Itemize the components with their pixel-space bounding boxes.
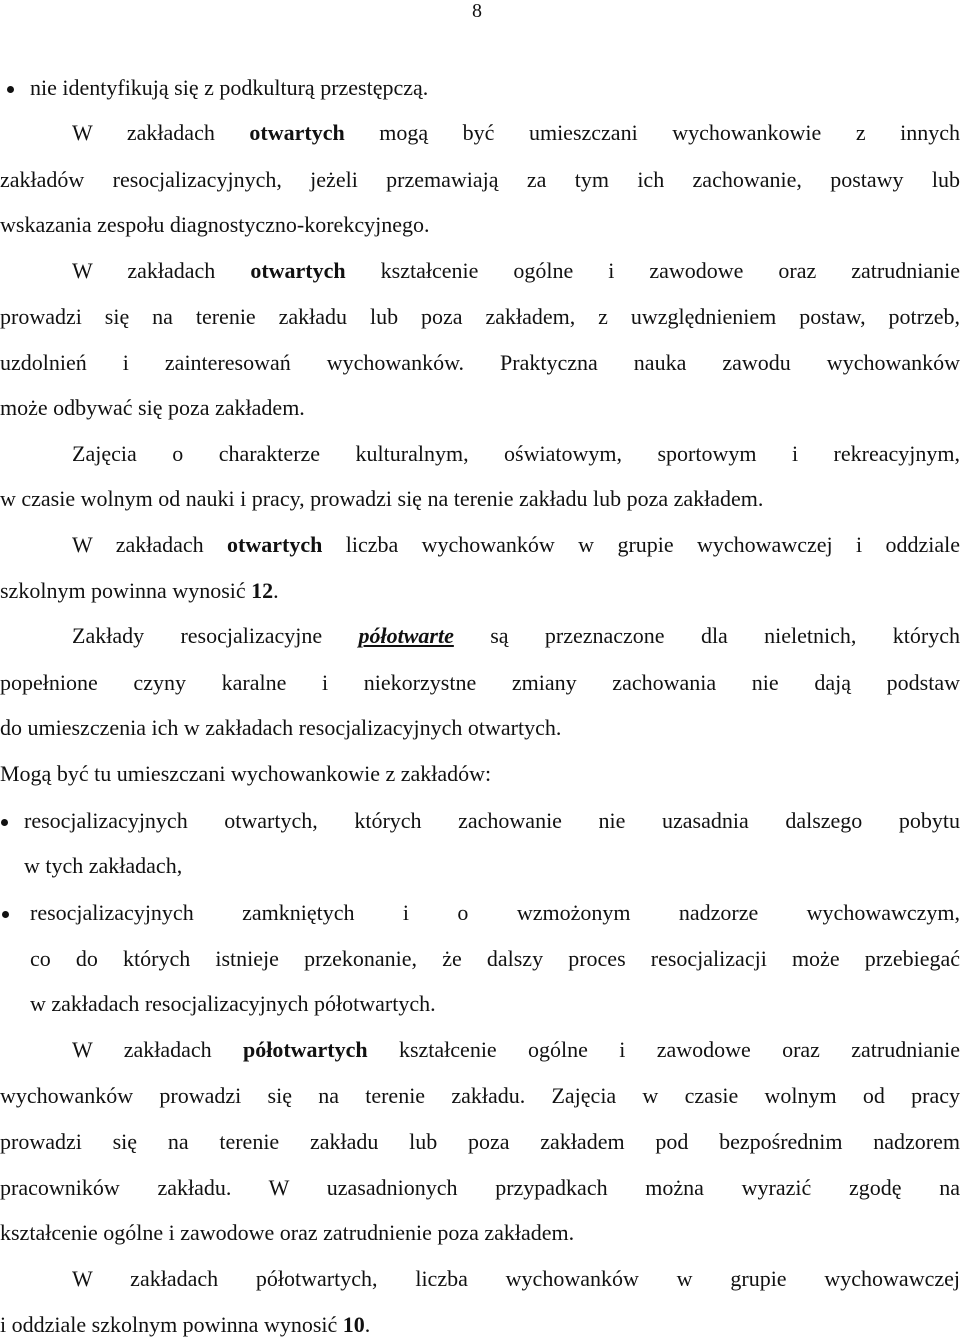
emphasis-text: otwartych: [249, 120, 345, 145]
bullet-line: [0, 898, 960, 928]
text-line: wskazania zespołu diagnostyczno-korekcyjnego.: [0, 212, 430, 237]
text-line: kształcenie ogólne i zawodowe oraz zatrudnienie poza zakładem.: [0, 1220, 575, 1245]
text-line: co do których istnieje przekonanie, że dalszy proces resocjalizacji może przebiegać: [30, 946, 960, 971]
text-span: W zakładach: [72, 532, 228, 557]
text-line: uzdolnień i zainteresowań wychowanków. Praktyczna nauka zawodu wychowanków: [0, 350, 960, 375]
text-span: W zakładach: [72, 258, 251, 283]
text-span: są przeznaczone dla nieletnich, których: [453, 623, 960, 648]
text-span: W zakładach: [72, 120, 250, 145]
text-line: [0, 621, 960, 651]
text-line: w tych zakładach,: [24, 853, 183, 878]
text-line: prowadzi się na terenie zakładu lub poza zakładem pod bezpośrednim nadzorem: [0, 1129, 960, 1154]
text-line: [0, 530, 960, 560]
text-line: wychowanków prowadzi się na terenie zakładu. Zajęcia w czasie wolnym od pracy: [0, 1083, 960, 1108]
text-span: .: [364, 1312, 371, 1337]
text-span: mogą być umieszczani wychowankowie z innych: [344, 120, 960, 145]
text-line: zakładów resocjalizacyjnych, jeżeli przemawiają za tym ich zachowanie, postawy lub: [0, 167, 960, 192]
page-number: 8: [472, 0, 482, 22]
text-span: szkolnym powinna wynosić: [0, 578, 252, 603]
bullet-line: [0, 73, 960, 103]
text-line: w czasie wolnym od nauki i pracy, prowadzi się na terenie zakładu lub poza zakładem.: [0, 486, 764, 511]
text-line: Zajęcia o charakterze kulturalnym, oświatowym, sportowym i rekreacyjnym,: [72, 441, 960, 466]
bullet-dot: [1, 819, 8, 826]
text-line: może odbywać się poza zakładem.: [0, 395, 305, 420]
text-span: W zakładach: [72, 1037, 243, 1062]
bullet-line: [0, 806, 960, 836]
text-line: [0, 256, 960, 286]
text-span: liczba wychowanków w grupie wychowawczej i oddziale: [322, 532, 960, 557]
text-line: nie identyfikują się z podkulturą przestępczą.: [30, 75, 429, 100]
text-span: .: [273, 578, 279, 603]
text-line: [0, 1310, 960, 1340]
text-line: pracowników zakładu. W uzasadnionych przypadkach można wyrazić zgodę na: [0, 1175, 960, 1200]
emphasis-number: 12: [251, 578, 274, 603]
text-line: popełnione czyny karalne i niekorzystne zmiany zachowania nie dają podstaw: [0, 670, 960, 695]
bullet-dot: [2, 911, 9, 918]
text-line: W zakładach półotwartych, liczba wychowanków w grupie wychowawczej: [72, 1266, 960, 1291]
text-line: do umieszczenia ich w zakładach resocjalizacyjnych otwartych.: [0, 715, 562, 740]
text-span: i oddziale szkolnym powinna wynosić: [0, 1312, 343, 1337]
bullet-dot: [7, 86, 14, 93]
emphasis-number: 10: [342, 1312, 365, 1337]
emphasis-text: otwartych: [227, 532, 323, 557]
text-span: Zakłady resocjalizacyjne: [72, 623, 359, 648]
text-line: w zakładach resocjalizacyjnych półotwartych.: [30, 991, 436, 1016]
emphasis-text: półotwarte: [358, 623, 454, 648]
text-line: resocjalizacyjnych zamkniętych i o wzmożonym nadzorze wychowawczym,: [30, 900, 960, 925]
text-line: resocjalizacyjnych otwartych, których zachowanie nie uzasadnia dalszego pobytu: [24, 808, 960, 833]
text-line: [0, 118, 960, 148]
text-span: kształcenie ogólne i zawodowe oraz zatrudnianie: [367, 1037, 960, 1062]
emphasis-text: otwartych: [250, 258, 346, 283]
text-span: kształcenie ogólne i zawodowe oraz zatrudnianie: [345, 258, 960, 283]
text-line: [0, 576, 960, 606]
text-line: [0, 1035, 960, 1065]
text-line: prowadzi się na terenie zakładu lub poza zakładem, z uwzględnieniem postaw, potrzeb,: [0, 304, 960, 329]
text-line: Mogą być tu umieszczani wychowankowie z zakładów:: [0, 761, 492, 786]
emphasis-text: półotwartych: [242, 1037, 368, 1062]
